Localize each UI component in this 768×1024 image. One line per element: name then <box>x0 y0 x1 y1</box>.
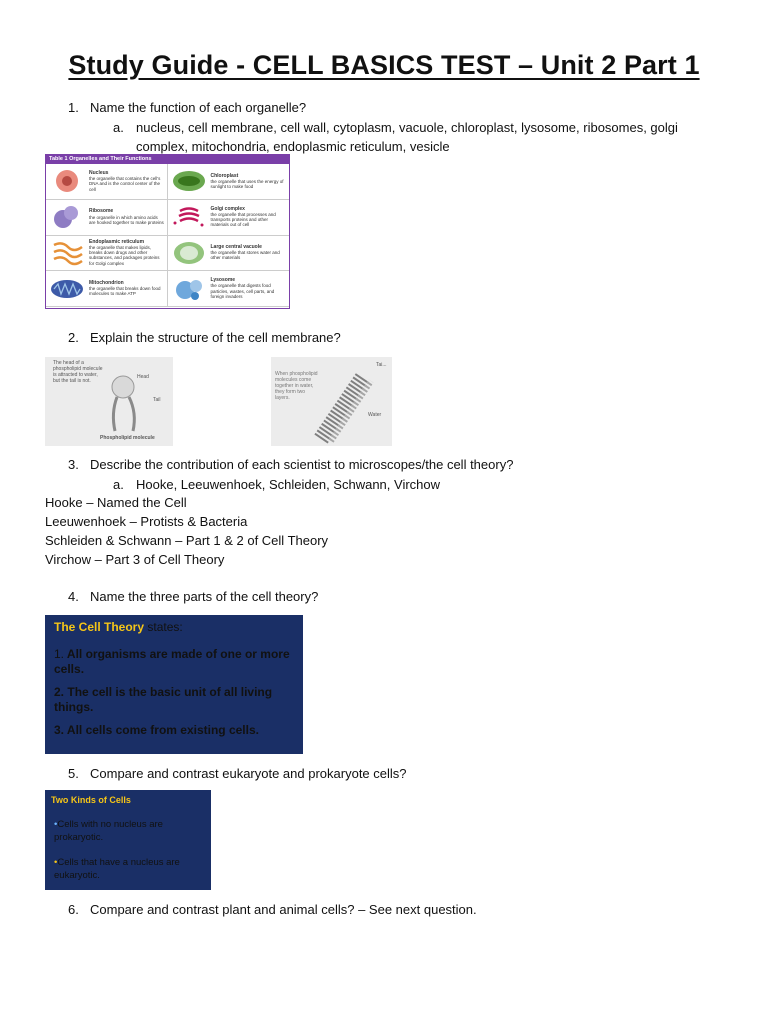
answer-line: Schleiden & Schwann – Part 1 & 2 of Cell Theory <box>45 533 329 548</box>
point-text: All cells come from existing cells. <box>66 723 259 737</box>
organelle-table <box>45 154 290 309</box>
question-4 <box>68 587 318 606</box>
lipid-bilayer-icon <box>271 357 392 446</box>
question-text: Compare and contrast eukaryote and prokaryote cells? <box>90 766 407 781</box>
organelle-name: Endoplasmic reticulum <box>89 238 145 245</box>
organelle-cell <box>168 200 290 236</box>
question-text: Describe the contribution of each scientist to microscopes/the cell theory? <box>90 457 514 472</box>
endoplasmic-reticulum-icon <box>48 239 86 267</box>
question-number: 2. <box>68 330 79 345</box>
two-kinds-slide <box>45 790 211 890</box>
question-number: 6. <box>68 902 79 917</box>
chloroplast-icon <box>170 167 208 195</box>
organelle-desc: the organelle that contains the cell's DNA and is the control center of the cell <box>89 176 161 192</box>
organelle-cell <box>168 236 290 272</box>
point-number: 2. <box>54 685 65 699</box>
organelle-name: Large central vacuole <box>210 244 262 251</box>
question-6 <box>68 900 477 919</box>
tail-label: Tai... <box>376 362 387 368</box>
slide-point <box>54 818 209 844</box>
organelle-name: Nucleus <box>89 169 109 176</box>
question-2 <box>68 328 341 347</box>
point-number: 1. <box>54 647 65 661</box>
organelle-cell <box>46 164 168 200</box>
lysosome-icon <box>170 275 208 303</box>
page-title: Study Guide - CELL BASICS TEST – Unit 2 Part 1 <box>68 50 700 80</box>
question-5 <box>68 764 407 783</box>
bilayer-figure <box>271 357 392 446</box>
organelle-name: Chloroplast <box>210 172 239 179</box>
organelle-table-header: Table 1 Organelles and Their Functions <box>46 155 289 164</box>
slide-point <box>54 856 209 882</box>
slide-title <box>54 620 183 634</box>
point-text: All organisms are made of one or more cells. <box>54 647 290 676</box>
head-label: Head <box>137 374 149 380</box>
organelle-cell <box>168 271 290 307</box>
theory-point <box>54 685 299 715</box>
organelle-desc: the organelle that uses the energy of sunlight to make food <box>210 178 284 189</box>
question-1-sub-letter: a. <box>113 120 124 135</box>
question-3-sub-letter: a. <box>113 477 124 492</box>
organelle-name: Golgi complex <box>210 205 245 212</box>
vacuole-icon <box>170 239 208 267</box>
slide-title-highlight: The Cell Theory <box>54 620 145 634</box>
question-text: Name the function of each organelle? <box>90 100 307 115</box>
question-number: 3. <box>68 457 79 472</box>
question-number: 5. <box>68 766 79 781</box>
figure-label: Phospholipid molecule <box>100 435 155 441</box>
organelle-desc: the organelle that processes and transports proteins and other materials out of cell <box>210 211 276 228</box>
answer-line: Leeuwenhoek – Protists & Bacteria <box>45 514 248 529</box>
nucleus-icon <box>48 167 86 195</box>
figure-caption: When phospholipid molecules come together in water, they form two layers. <box>275 371 318 401</box>
organelle-name: Ribosome <box>89 208 114 215</box>
organelle-cell <box>168 164 290 200</box>
organelle-desc: the organelle in which amino acids are hooked together to make proteins <box>89 214 164 225</box>
golgi-complex-icon <box>170 203 208 231</box>
phospholipid-figure <box>45 357 173 446</box>
slide-title: Two Kinds of Cells <box>51 795 131 805</box>
ribosome-icon <box>48 203 86 231</box>
bullet-icon: • <box>54 857 58 868</box>
organelle-desc: the organelle that stores water and other materials <box>210 250 280 261</box>
organelle-cell <box>46 236 168 272</box>
organelle-cell <box>46 271 168 307</box>
theory-point <box>54 647 299 677</box>
question-text: Name the three parts of the cell theory? <box>90 589 319 604</box>
question-number: 1. <box>68 100 79 115</box>
organelle-desc: the organelle that digests food particles, wastes, cell parts, and foreign invaders <box>210 283 275 299</box>
organelle-cell <box>46 200 168 236</box>
point-text: The cell is the basic unit of all living things. <box>54 685 273 714</box>
answer-line: Virchow – Part 3 of Cell Theory <box>45 552 225 567</box>
question-1-sub-line-2: complex, mitochondria, endoplasmic reticulum, vesicle <box>136 139 450 154</box>
point-text: Cells with no nucleus are prokaryotic. <box>54 819 163 843</box>
question-3-sub-text: Hooke, Leeuwenhoek, Schleiden, Schwann, Virchow <box>136 477 441 492</box>
organelle-desc: the organelle that makes lipids, breaks down drugs and other substances, and packages proteins for Golgi complex <box>89 245 160 266</box>
tail-label: Tail <box>153 397 161 403</box>
organelle-desc: the organelle that breaks down food molecules to make ATP <box>89 286 161 297</box>
organelle-name: Lysosome <box>210 277 236 284</box>
cell-theory-slide <box>45 615 303 754</box>
bullet-icon: • <box>54 819 58 830</box>
point-number: 3. <box>54 723 65 737</box>
question-1-sub-line-1: nucleus, cell membrane, cell wall, cytoplasm, vacuole, chloroplast, lysosome, ribosomes, golgi <box>136 120 678 135</box>
question-number: 4. <box>68 589 79 604</box>
organelle-name: Mitochondrion <box>89 279 124 286</box>
question-1 <box>68 98 306 117</box>
figure-caption: The head of a phospholipid molecule is attracted to water, but the tail is not. <box>53 360 103 384</box>
mitochondrion-icon <box>48 275 86 303</box>
question-3 <box>68 455 513 474</box>
water-label: Water <box>368 412 382 418</box>
question-text: Compare and contrast plant and animal cells? – See next question. <box>90 902 477 917</box>
answer-line: Hooke – Named the Cell <box>45 495 187 510</box>
slide-title-rest: states: <box>144 620 183 634</box>
theory-point <box>54 723 299 738</box>
point-text: Cells that have a nucleus are eukaryotic. <box>54 857 180 881</box>
question-text: Explain the structure of the cell membrane? <box>90 330 341 345</box>
